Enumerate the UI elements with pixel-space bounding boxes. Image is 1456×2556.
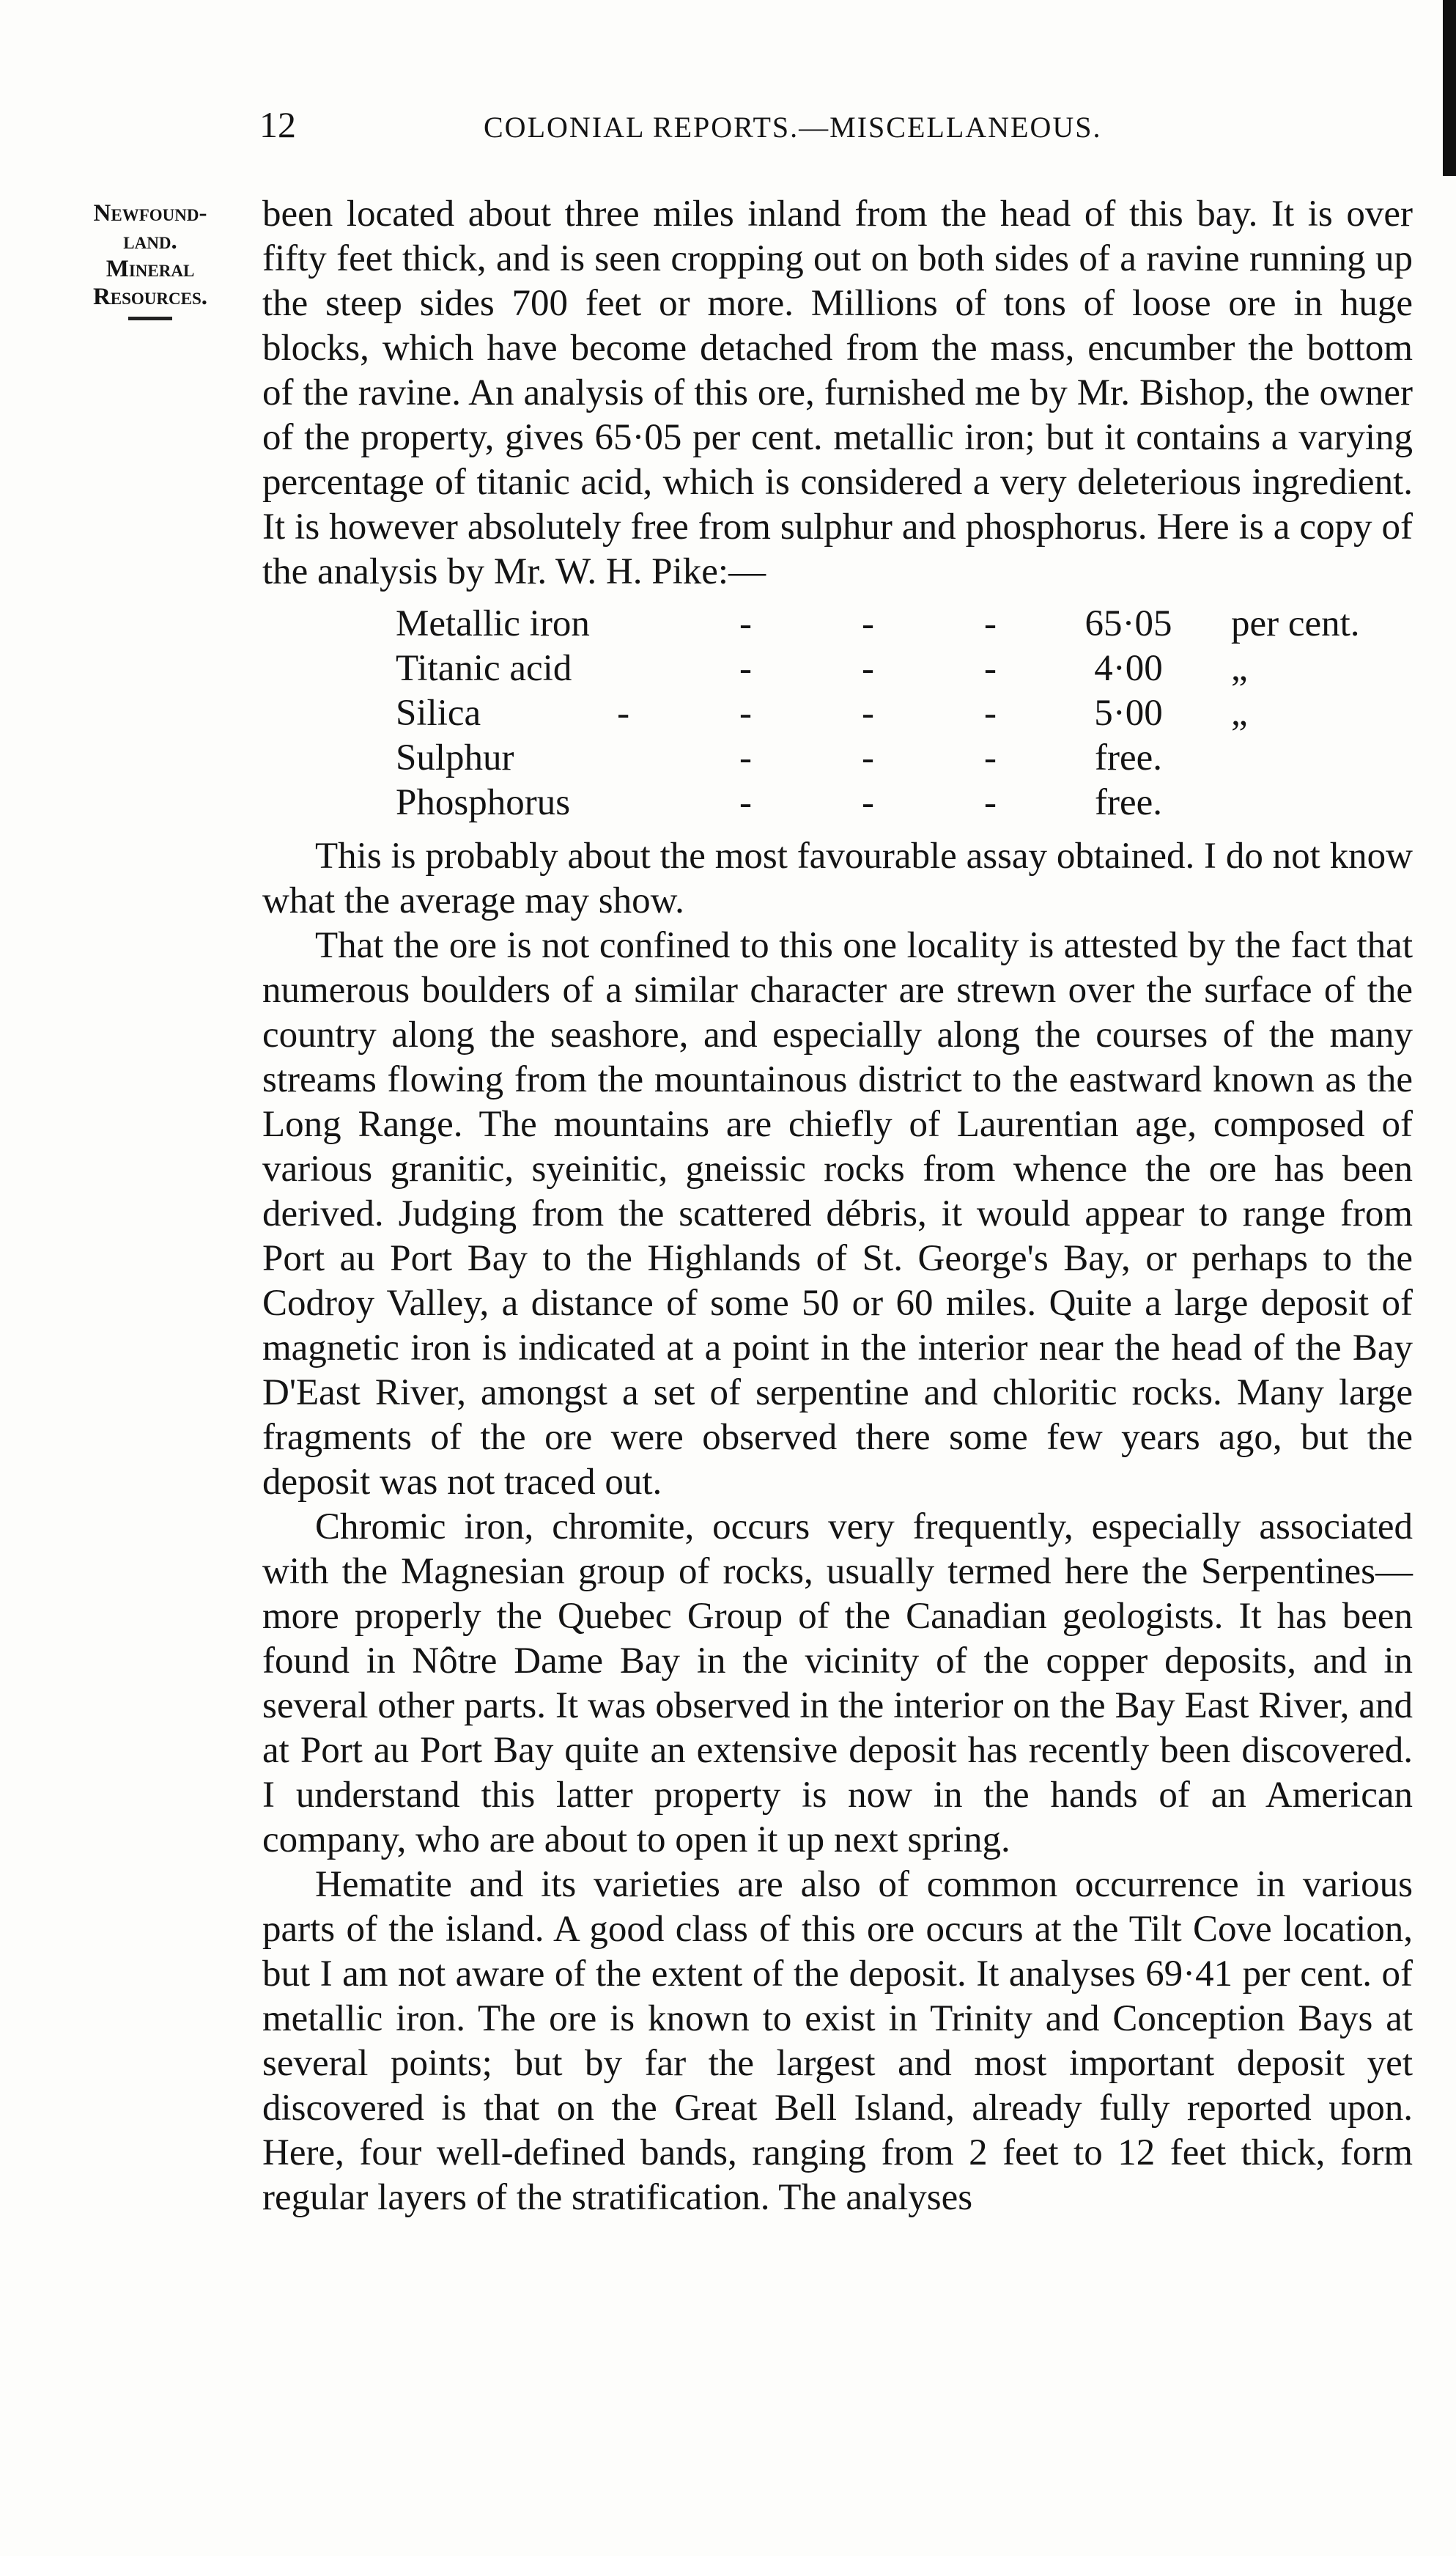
paragraph-continued: been located about three miles inland from the head of this bay. It is over fifty feet thick, and is seen cropping out on both sides of a ravine running up the steep sides 700 feet or more. Millions of tons of loose ore in huge blocks, which have become detached from the mass, encumber the bottom of the ravine. An analysis of this ore, furnished me by Mr. Bishop, the owner of the property, gives 65·05 per cent. metallic iron; but it contains a varying percentage of titanic acid, which is considered a very deleterious ingredient. It is however absolutely free from sulphur and phosphorus. Here is a copy of the analysis by Mr. W. H. Pike:— <box>262 194 1413 592</box>
analysis-unit: „ <box>1231 648 1248 689</box>
running-head: COLONIAL REPORTS.—MISCELLANEOUS. <box>484 111 1102 144</box>
analysis-value: 65·05 <box>1084 603 1172 644</box>
analysis-row: Sulphur - - - free. <box>396 736 1413 781</box>
analysis-unit: „ <box>1231 693 1248 734</box>
paragraph: This is probably about the most favourable assay obtained. I do not know what the average may show. <box>262 836 1413 921</box>
analysis-component: Silica <box>396 693 481 734</box>
analysis-value: free. <box>1095 737 1162 778</box>
body-text <box>262 192 1413 2220</box>
analysis-component: Sulphur <box>396 737 514 778</box>
binding-edge <box>1443 0 1456 176</box>
analysis-value: 4·00 <box>1094 648 1163 689</box>
analysis-row: Metallic iron - - - 65·05 per cent. <box>396 602 1413 647</box>
analysis-value: free. <box>1095 782 1162 823</box>
page-number: 12 <box>259 104 296 145</box>
analysis-value: 5·00 <box>1094 693 1163 734</box>
analysis-table <box>396 602 1413 825</box>
page-header <box>249 103 1422 154</box>
sidenote-line: Resources. <box>92 284 208 310</box>
analysis-component: Metallic iron <box>396 603 590 644</box>
paragraph: Chromic iron, chromite, occurs very frequently, especially associated with the Magnesian group of rocks, usually termed here the Serpentines—more properly the Quebec Group of the Canadian geologists. It has been found in Nôtre Dame Bay in the vicinity of the copper deposits, and in several other parts. It was observed in the interior on the Bay East River, and at Port au Port Bay quite an extensive deposit has recently been discovered. I understand this latter property is now in the hands of an American company, who are about to open it up next spring. <box>262 1506 1413 1860</box>
analysis-unit <box>1231 736 1392 781</box>
analysis-row: Titanic acid - - - 4·00 „ <box>396 647 1413 691</box>
analysis-unit <box>1231 781 1392 825</box>
analysis-component: Titanic acid <box>396 648 572 689</box>
paragraph: That the ore is not confined to this one locality is attested by the fact that numerous boulders of a similar character are strewn over the surface of the country along the seashore, and especially along the courses of the many streams flowing from the mountainous district to the eastward known as the Long Range. The mountains are chiefly of Laurentian age, composed of various granitic, syeinitic, gneissic rocks from whence the ore has been derived. Judging from the scattered débris, it would appear to range from Port au Port Bay to the Highlands of St. George's Bay, or perhaps to the Codroy Valley, a distance of some 50 or 60 miles. Quite a large deposit of magnetic iron is indicated at a point in the interior near the head of the Bay D'East River, amongst a set of serpentine and chloritic rocks. Many large fragments of the ore were observed there some few years ago, but the deposit was not traced out. <box>262 925 1413 1503</box>
paragraph: Hematite and its varieties are also of common occurrence in various parts of the island. A good class of this ore occurs at the Tilt Cove location, but I am not aware of the extent of the deposit. It analyses 69·41 per cent. of metallic iron. The ore is known to exist in Trinity and Conception Bays at several points; but by far the largest and most important deposit yet discovered is that on the Great Bell Island, already fully reported upon. Here, four well-defined bands, ranging from 2 feet to 12 feet thick, form regular layers of the stratification. The analyses <box>262 1864 1413 2218</box>
sidenote-rule <box>128 317 172 320</box>
analysis-row: Phosphorus - - - free. <box>396 781 1413 825</box>
analysis-component: Phosphorus <box>396 782 571 823</box>
sidenote-line: land. <box>123 228 177 254</box>
sidenote-line: Mineral <box>106 256 195 282</box>
margin-sidenote <box>59 199 242 320</box>
analysis-unit: per cent. <box>1231 603 1360 644</box>
sidenote-line: Newfound- <box>93 200 207 226</box>
analysis-row: Silica - - - - 5·00 „ <box>396 691 1413 736</box>
